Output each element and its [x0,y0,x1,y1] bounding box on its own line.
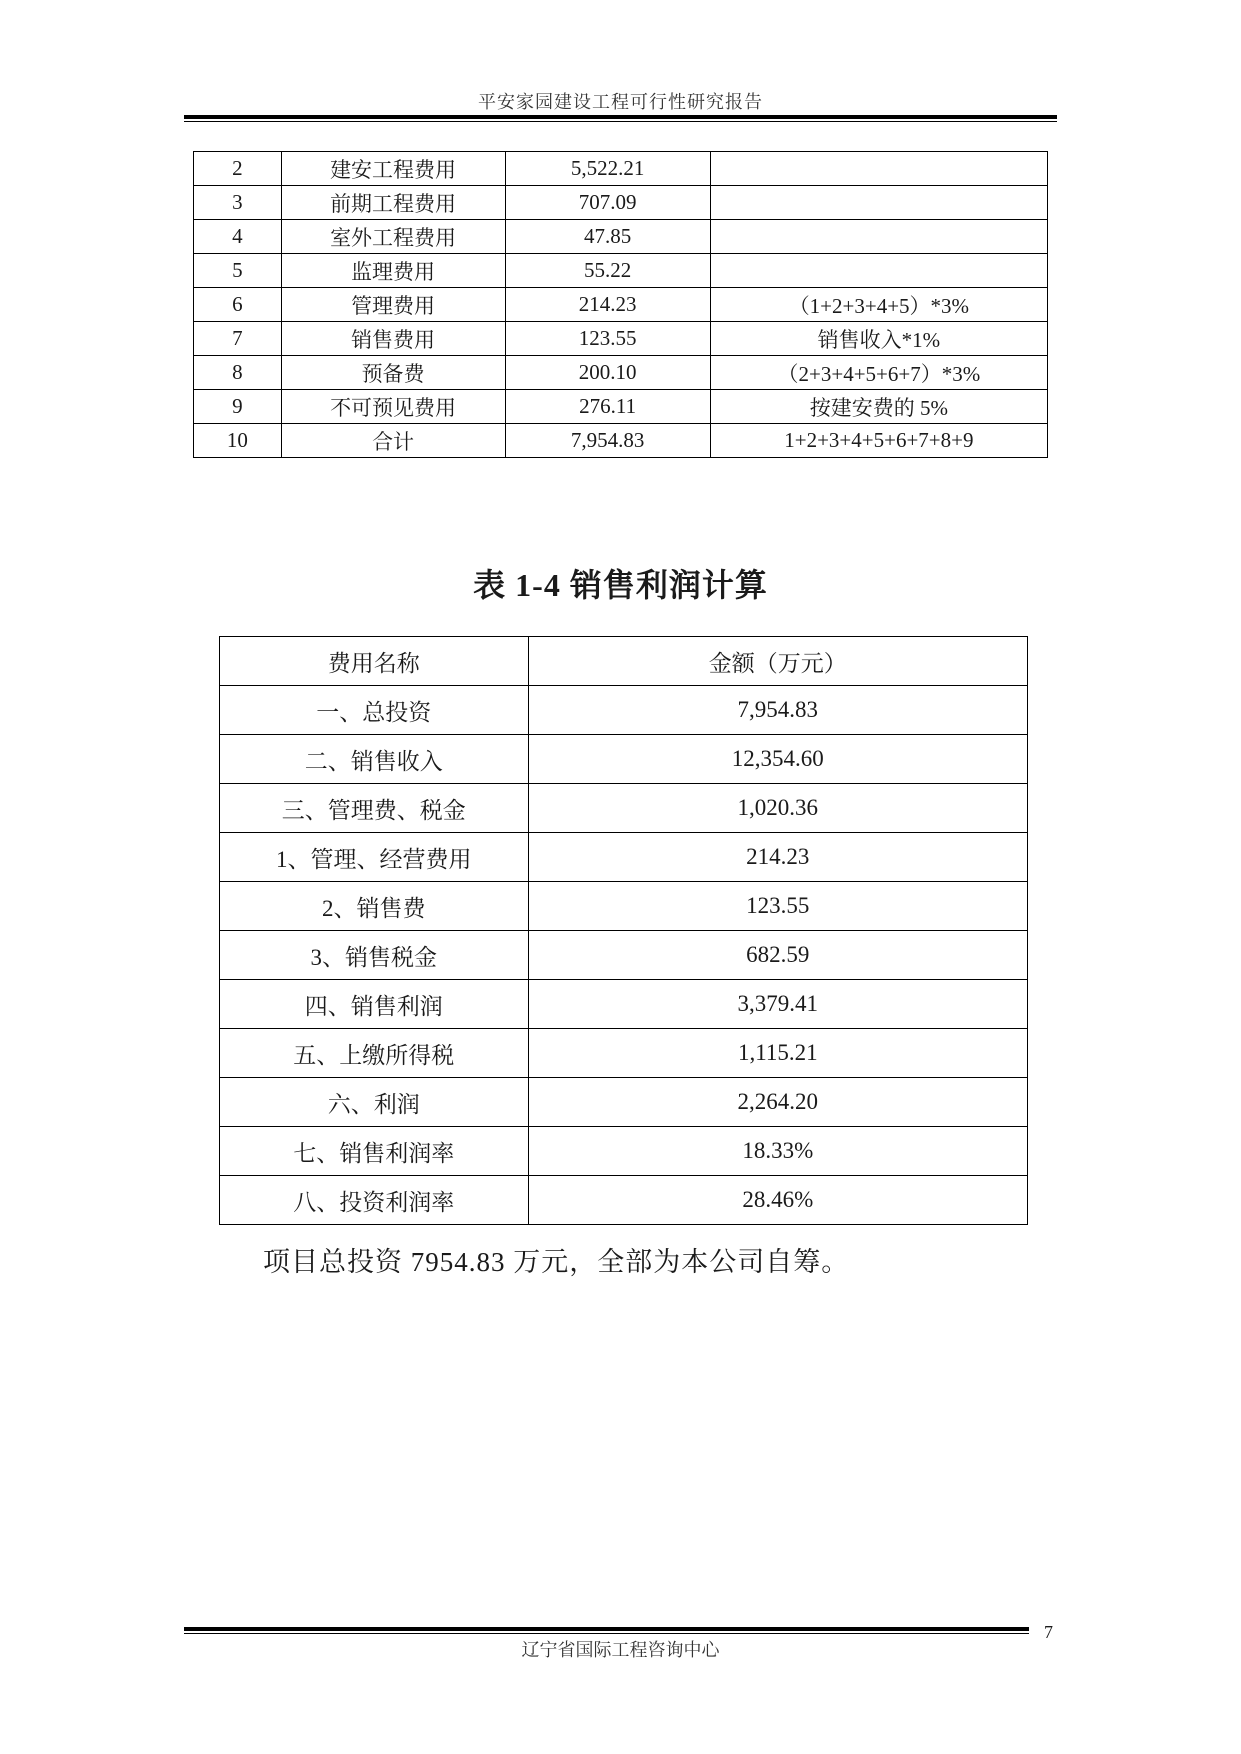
cell-number: 6 [194,288,282,322]
cell-note: 销售收入*1% [710,322,1047,356]
profit-table [219,636,1028,1225]
cell-item-name: 四、销售利润 [220,980,529,1029]
table-row [220,1078,1028,1127]
cell-note [710,254,1047,288]
cell-note [710,220,1047,254]
cell-number: 8 [194,356,282,390]
header-rule-thin [184,121,1057,122]
cell-amount: 200.10 [505,356,710,390]
header-rule-thick [184,115,1057,119]
cell-amount: 123.55 [505,322,710,356]
table-row [220,931,1028,980]
profit-table-header-row [220,637,1028,686]
table-row [220,882,1028,931]
table-row [220,1029,1028,1078]
cell-amount: 1,020.36 [528,784,1027,833]
footer-rule-thick [184,1627,1029,1631]
cell-note [710,152,1047,186]
cell-amount: 5,522.21 [505,152,710,186]
cell-amount: 214.23 [528,833,1027,882]
cell-amount: 18.33% [528,1127,1027,1176]
cell-amount: 12,354.60 [528,735,1027,784]
cell-item-name: 2、销售费 [220,882,529,931]
table-row [194,288,1048,322]
cell-amount: 47.85 [505,220,710,254]
cell-item-name: 监理费用 [281,254,505,288]
cell-note [710,186,1047,220]
cell-number: 2 [194,152,282,186]
cell-amount: 7,954.83 [528,686,1027,735]
column-header-name: 费用名称 [220,637,529,686]
cell-number: 5 [194,254,282,288]
cell-amount: 214.23 [505,288,710,322]
cell-amount: 276.11 [505,390,710,424]
footer-organization: 辽宁省国际工程咨询中心 [521,1640,720,1660]
table-row [220,686,1028,735]
cell-amount: 7,954.83 [505,424,710,458]
table-row [220,735,1028,784]
table-row [194,356,1048,390]
cell-note: 1+2+3+4+5+6+7+8+9 [710,424,1047,458]
cell-item-name: 建安工程费用 [281,152,505,186]
summary-text: 项目总投资 7954.83 万元，全部为本公司自筹。 [263,1247,850,1277]
table-row [220,980,1028,1029]
cell-number: 10 [194,424,282,458]
table-row [220,1176,1028,1225]
page-number: 7 [1044,1622,1053,1642]
cost-table [193,151,1048,458]
cell-item-name: 一、总投资 [220,686,529,735]
cell-item-name: 1、管理、经营费用 [220,833,529,882]
cell-amount: 55.22 [505,254,710,288]
cell-amount: 682.59 [528,931,1027,980]
cell-item-name: 预备费 [281,356,505,390]
cell-item-name: 八、投资利润率 [220,1176,529,1225]
footer-rule-thin [184,1633,1029,1634]
table-row [220,833,1028,882]
table-row [194,152,1048,186]
table-row [194,424,1048,458]
cell-number: 3 [194,186,282,220]
cell-amount: 28.46% [528,1176,1027,1225]
cell-note: （2+3+4+5+6+7）*3% [710,356,1047,390]
cell-note: （1+2+3+4+5）*3% [710,288,1047,322]
cell-item-name: 前期工程费用 [281,186,505,220]
cell-item-name: 不可预见费用 [281,390,505,424]
table-caption: 表 1-4 销售利润计算 [473,567,768,603]
cell-item-name: 六、利润 [220,1078,529,1127]
cell-item-name: 二、销售收入 [220,735,529,784]
cell-amount: 123.55 [528,882,1027,931]
cell-number: 7 [194,322,282,356]
page-header-title: 平安家园建设工程可行性研究报告 [478,92,763,112]
column-header-amount: 金额（万元） [528,637,1027,686]
cell-number: 9 [194,390,282,424]
cell-item-name: 合计 [281,424,505,458]
table-row [194,220,1048,254]
cell-item-name: 3、销售税金 [220,931,529,980]
cell-note: 按建安费的 5% [710,390,1047,424]
table-row [194,254,1048,288]
cell-amount: 3,379.41 [528,980,1027,1029]
cell-item-name: 室外工程费用 [281,220,505,254]
table-row [220,784,1028,833]
cell-item-name: 管理费用 [281,288,505,322]
cell-item-name: 五、上缴所得税 [220,1029,529,1078]
cell-item-name: 七、销售利润率 [220,1127,529,1176]
cell-amount: 2,264.20 [528,1078,1027,1127]
cell-item-name: 三、管理费、税金 [220,784,529,833]
table-row [220,1127,1028,1176]
table-row [194,390,1048,424]
cell-number: 4 [194,220,282,254]
cell-item-name: 销售费用 [281,322,505,356]
cell-amount: 1,115.21 [528,1029,1027,1078]
table-row [194,322,1048,356]
cell-amount: 707.09 [505,186,710,220]
table-row [194,186,1048,220]
